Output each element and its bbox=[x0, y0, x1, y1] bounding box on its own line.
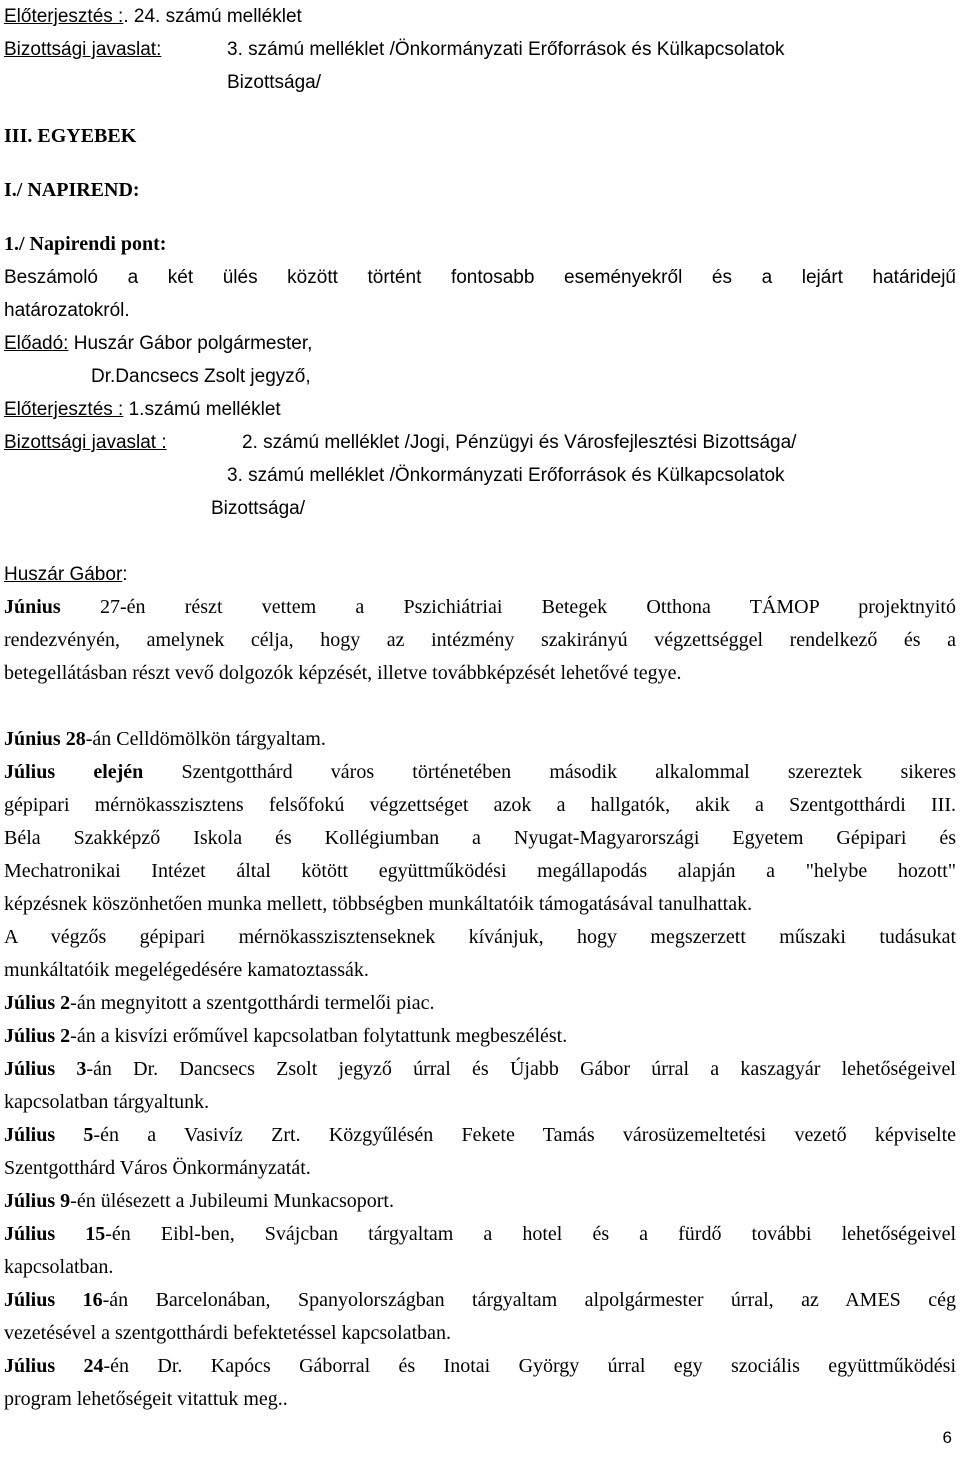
eloterjesztes-label: Előterjesztés : bbox=[4, 6, 124, 27]
item-eloterjesztes-value: 1.számú melléklet bbox=[123, 399, 281, 420]
p3-line3: Béla Szakképző Iskola és Kollégiumban a Nyugat-Magyarországi Egyetem Gépipari és bbox=[4, 827, 956, 849]
item-bizottsagi-value3: Bizottsága/ bbox=[211, 498, 305, 519]
speaker-name: Huszár Gábor bbox=[4, 564, 123, 585]
p10-line1: Július 16-án Barcelonában, Spanyolországban tárgyaltam alpolgármester úrral, az AMES cég bbox=[4, 1289, 956, 1311]
napirend-desc-line2: határozatokról. bbox=[4, 300, 130, 321]
eloado-value: Huszár Gábor polgármester, bbox=[68, 333, 313, 354]
p6-line1: Július 3-án Dr. Dancsecs Zsolt jegyző úrral és Újabb Gábor úrral a kaszagyár lehetőségeivel bbox=[4, 1058, 956, 1080]
napirendi-pont-heading: 1./ Napirendi pont: bbox=[4, 233, 167, 255]
bizottsagi-value: 3. számú melléklet /Önkormányzati Erőforrások és Külkapcsolatok bbox=[227, 39, 785, 60]
p1-line1: Június 27-én részt vettem a Pszichiátriai Betegek Otthona TÁMOP projektnyitó bbox=[4, 596, 956, 618]
item-eloterjesztes-label: Előterjesztés : bbox=[4, 399, 124, 420]
page-number: 6 bbox=[942, 1428, 952, 1447]
p1-line2: rendezvényén, amelynek célja, hogy az intézmény szakirányú végzettséggel rendelkező és a bbox=[4, 629, 956, 651]
p3-line7: munkáltatóik megelégedésére kamatoztassák. bbox=[4, 959, 369, 981]
eloado-label: Előadó: bbox=[4, 333, 69, 354]
p5: Július 2-án a kisvízi erőművel kapcsolatban folytattunk megbeszélést. bbox=[4, 1025, 568, 1047]
item-eloterjesztes bbox=[4, 393, 956, 426]
p11-line2: program lehetőségeit vitattuk meg.. bbox=[4, 1388, 288, 1410]
header-eloterjesztes bbox=[4, 0, 956, 33]
p3-line6: A végzős gépipari mérnökasszisztenseknek kívánjuk, hogy megszerzett műszaki tudásukat bbox=[4, 926, 956, 948]
napirend-desc-line1: Beszámoló a két ülés között történt fontosabb eseményekről és a lejárt határidejű bbox=[4, 267, 956, 288]
p9-line2: kapcsolatban. bbox=[4, 1256, 114, 1278]
p6-line2: kapcsolatban tárgyaltunk. bbox=[4, 1091, 210, 1113]
bizottsagi-label: Bizottsági javaslat: bbox=[4, 39, 162, 60]
p10-line2: vezetésével a szentgotthárdi befektetéssel kapcsolatban. bbox=[4, 1322, 452, 1344]
p3-line2: gépipari mérnökasszisztens felsőfokú végzettséget azok a hallgatók, akik a Szentgotthárdi III. bbox=[4, 794, 956, 816]
section-title: III. EGYEBEK bbox=[4, 125, 137, 147]
item-bizottsagi-value1: 2. számú melléklet /Jogi, Pénzügyi és Városfejlesztési Bizottsága/ bbox=[242, 432, 797, 453]
p8: Július 9-én ülésezett a Jubileumi Munkacsoport. bbox=[4, 1190, 394, 1212]
napirend-title: I./ NAPIREND: bbox=[4, 179, 140, 201]
p1-line3: betegellátásban részt vevő dolgozók képzését, illetve továbbképzését lehetővé tegye. bbox=[4, 662, 682, 684]
p3-line4: Mechatronikai Intézet által kötött együttműködési megállapodás alapján a "helybe hozott" bbox=[4, 860, 956, 882]
p3-line5: képzésnek köszönhetően munka mellett, többségben munkáltatóik támogatásával tanulhattak. bbox=[4, 893, 753, 915]
speaker-line bbox=[4, 558, 956, 591]
speaker-colon: : bbox=[122, 564, 128, 585]
p9-line1: Július 15-én Eibl-ben, Svájcban tárgyaltam a hotel és a fürdő további lehetőségeivel bbox=[4, 1223, 956, 1245]
eloterjesztes-value: . 24. számú melléklet bbox=[123, 6, 302, 27]
p7-line2: Szentgotthárd Város Önkormányzatát. bbox=[4, 1157, 311, 1179]
header-bizottsagi bbox=[4, 33, 956, 66]
p11-line1: Július 24-én Dr. Kapócs Gáborral és Inotai György úrral egy szociális együttműködési bbox=[4, 1355, 957, 1377]
item-bizottsagi-value2: 3. számú melléklet /Önkormányzati Erőforrások és Külkapcsolatok bbox=[227, 465, 785, 486]
item-bizottsagi bbox=[4, 426, 956, 459]
document-page bbox=[4, 0, 956, 1416]
header-bizottsagi-cont: Bizottsága/ bbox=[227, 72, 321, 93]
p3-line1: Július elején Szentgotthárd város történetében második alkalommal szereztek sikeres bbox=[4, 761, 956, 783]
eloado-value-cont: Dr.Dancsecs Zsolt jegyző, bbox=[91, 366, 311, 387]
p7-line1: Július 5-én a Vasivíz Zrt. Közgyűlésén Fekete Tamás városüzemeltetési vezető képviselte bbox=[4, 1124, 956, 1146]
p2: Június 28-án Celldömölkön tárgyaltam. bbox=[4, 728, 326, 750]
p4: Július 2-án megnyitott a szentgotthárdi termelői piac. bbox=[4, 992, 435, 1014]
item-bizottsagi-label: Bizottsági javaslat : bbox=[4, 432, 167, 453]
eloado-line bbox=[4, 327, 956, 360]
